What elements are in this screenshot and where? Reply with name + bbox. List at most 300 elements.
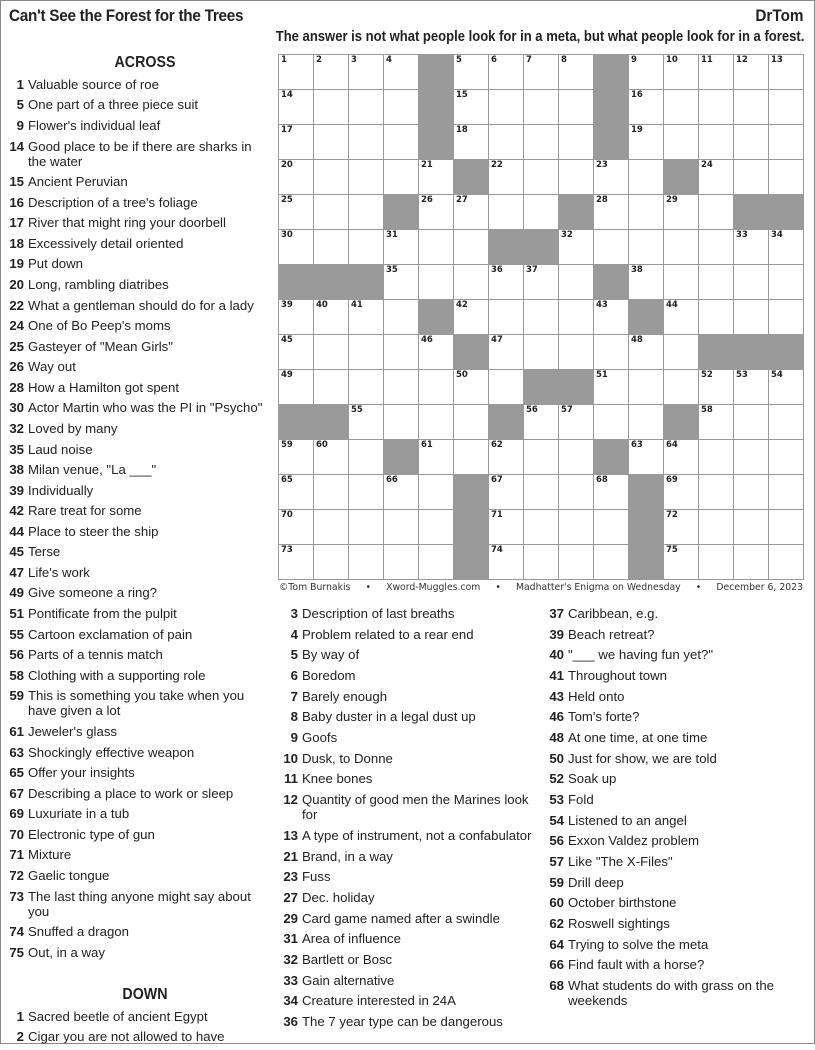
across-clue[interactable] — [4, 380, 266, 395]
grid-cell[interactable] — [454, 440, 489, 475]
down-clue[interactable] — [278, 973, 540, 988]
across-clue[interactable] — [4, 924, 266, 939]
grid-cell[interactable] — [699, 405, 734, 440]
black-square — [769, 195, 804, 230]
grid-cell[interactable] — [279, 90, 314, 125]
grid-cell[interactable] — [699, 440, 734, 475]
grid-cell[interactable] — [454, 125, 489, 160]
down-clue[interactable] — [278, 931, 540, 946]
down-clue[interactable] — [278, 869, 540, 884]
grid-cell[interactable] — [349, 405, 384, 440]
across-clue[interactable] — [4, 585, 266, 600]
grid-cell[interactable] — [349, 160, 384, 195]
down-clue[interactable] — [278, 606, 540, 621]
clue-text: Loved by many — [28, 420, 118, 436]
grid-cell[interactable] — [559, 510, 594, 545]
grid-cell[interactable] — [419, 440, 454, 475]
across-clue[interactable] — [4, 868, 266, 883]
grid-cell[interactable] — [454, 55, 489, 90]
grid-cell[interactable] — [489, 265, 524, 300]
grid-cell[interactable] — [384, 265, 419, 300]
grid-cell[interactable] — [384, 90, 419, 125]
grid-cell[interactable] — [489, 510, 524, 545]
grid-cell[interactable] — [734, 545, 769, 580]
down-clue[interactable] — [278, 849, 540, 864]
across-clue[interactable] — [4, 339, 266, 354]
grid-cell[interactable] — [629, 440, 664, 475]
grid-cell[interactable] — [734, 440, 769, 475]
grid-cell[interactable] — [419, 160, 454, 195]
down-clue[interactable] — [544, 606, 806, 621]
grid-cell[interactable] — [419, 370, 454, 405]
grid-cell[interactable] — [559, 405, 594, 440]
grid-cell[interactable] — [559, 335, 594, 370]
grid-cell[interactable] — [559, 230, 594, 265]
down-clue[interactable] — [544, 751, 806, 766]
grid-cell[interactable] — [629, 335, 664, 370]
grid-cell[interactable] — [314, 335, 349, 370]
across-clue[interactable] — [4, 462, 266, 477]
across-clue[interactable] — [4, 806, 266, 821]
grid-cell[interactable] — [314, 475, 349, 510]
grid-cell[interactable] — [664, 335, 699, 370]
clue-text: Pontificate from the pulpit — [28, 606, 177, 622]
black-square — [314, 405, 349, 440]
grid-cell[interactable] — [489, 125, 524, 160]
clue-text: Knee bones — [302, 771, 373, 787]
across-clue[interactable] — [4, 503, 266, 518]
down-clue[interactable] — [544, 957, 806, 972]
grid-cell[interactable] — [524, 300, 559, 335]
grid-cell[interactable] — [314, 160, 349, 195]
across-clue[interactable] — [4, 724, 266, 739]
grid-cell[interactable] — [279, 125, 314, 160]
grid-cell[interactable] — [769, 55, 804, 90]
grid-cell[interactable] — [734, 510, 769, 545]
grid-cell[interactable] — [279, 370, 314, 405]
down-clue[interactable] — [544, 627, 806, 642]
across-clue[interactable] — [4, 847, 266, 862]
grid-cell[interactable] — [699, 55, 734, 90]
across-clue[interactable] — [4, 565, 266, 580]
grid-cell[interactable] — [699, 90, 734, 125]
across-clue[interactable] — [4, 298, 266, 313]
grid-cell[interactable] — [524, 475, 559, 510]
grid-cell[interactable] — [384, 510, 419, 545]
grid-cell[interactable] — [769, 125, 804, 160]
grid-cell[interactable] — [314, 370, 349, 405]
grid-cell[interactable] — [734, 475, 769, 510]
grid-cell[interactable] — [734, 265, 769, 300]
grid-cell[interactable] — [489, 90, 524, 125]
clue-number: 35 — [386, 265, 398, 275]
grid-cell[interactable] — [629, 125, 664, 160]
across-clue[interactable] — [4, 256, 266, 271]
down-clue[interactable] — [544, 647, 806, 662]
down-clue[interactable] — [544, 833, 806, 848]
clue-text: Life's work — [28, 564, 90, 580]
across-clue[interactable] — [4, 765, 266, 780]
grid-cell[interactable] — [559, 125, 594, 160]
down-clue[interactable] — [278, 627, 540, 642]
across-clue[interactable] — [4, 745, 266, 760]
down-clue[interactable] — [278, 771, 540, 786]
grid-cell[interactable] — [314, 90, 349, 125]
clue-number: 40 — [316, 300, 328, 310]
grid-cell[interactable] — [454, 300, 489, 335]
grid-cell[interactable] — [279, 335, 314, 370]
grid-cell[interactable] — [524, 265, 559, 300]
grid-cell[interactable] — [664, 510, 699, 545]
grid-cell[interactable] — [664, 475, 699, 510]
down-clue[interactable] — [278, 689, 540, 704]
across-clue[interactable] — [4, 421, 266, 436]
grid-cell[interactable] — [489, 475, 524, 510]
clue-text: Tom's forte? — [568, 709, 640, 725]
grid-cell[interactable] — [314, 230, 349, 265]
clue-text: Sacred beetle of ancient Egypt — [28, 1008, 208, 1024]
across-clue[interactable] — [4, 483, 266, 498]
grid-cell[interactable] — [594, 510, 629, 545]
grid-cell[interactable] — [524, 335, 559, 370]
clue-text: The last thing anyone might say about you — [28, 888, 251, 919]
across-clue[interactable] — [4, 786, 266, 801]
across-clue[interactable] — [4, 77, 266, 92]
down-clue[interactable] — [544, 792, 806, 807]
grid-cell[interactable] — [734, 405, 769, 440]
grid-cell[interactable] — [279, 195, 314, 230]
down-clue[interactable] — [544, 916, 806, 931]
clue-number: 52 — [549, 771, 564, 787]
grid-cell[interactable] — [279, 230, 314, 265]
grid-cell[interactable] — [524, 160, 559, 195]
grid-cell[interactable] — [629, 90, 664, 125]
grid-cell[interactable] — [699, 545, 734, 580]
down-clue[interactable] — [278, 1014, 540, 1029]
grid-cell[interactable] — [419, 475, 454, 510]
across-clue[interactable] — [4, 647, 266, 662]
grid-cell[interactable] — [769, 510, 804, 545]
grid-cell[interactable] — [524, 545, 559, 580]
grid-cell[interactable] — [559, 160, 594, 195]
down-clue[interactable] — [278, 668, 540, 683]
across-clue[interactable] — [4, 688, 266, 718]
down-clue[interactable] — [544, 978, 806, 1008]
grid-cell[interactable] — [419, 510, 454, 545]
grid-cell[interactable] — [349, 440, 384, 475]
grid-cell[interactable] — [349, 90, 384, 125]
grid-cell[interactable] — [594, 230, 629, 265]
across-clue[interactable] — [4, 668, 266, 683]
grid-cell[interactable] — [314, 195, 349, 230]
black-square — [594, 90, 629, 125]
grid-cell[interactable] — [629, 195, 664, 230]
grid-cell[interactable] — [384, 370, 419, 405]
across-clue[interactable] — [4, 945, 266, 960]
down-clue[interactable] — [278, 828, 540, 843]
grid-cell[interactable] — [594, 335, 629, 370]
grid-cell[interactable] — [664, 55, 699, 90]
down-clue[interactable] — [544, 689, 806, 704]
grid-cell[interactable] — [489, 440, 524, 475]
grid-cell[interactable] — [699, 510, 734, 545]
grid-cell[interactable] — [349, 370, 384, 405]
grid-cell[interactable] — [489, 370, 524, 405]
grid-cell[interactable] — [384, 160, 419, 195]
grid-cell[interactable] — [419, 195, 454, 230]
across-clue[interactable] — [4, 277, 266, 292]
grid-cell[interactable] — [489, 335, 524, 370]
grid-cell[interactable] — [419, 405, 454, 440]
grid-cell[interactable] — [699, 265, 734, 300]
down-clue[interactable] — [278, 709, 540, 724]
grid-cell[interactable] — [279, 475, 314, 510]
grid-cell[interactable] — [454, 405, 489, 440]
grid-cell[interactable] — [384, 230, 419, 265]
down-clue[interactable] — [4, 1029, 266, 1044]
grid-cell[interactable] — [489, 160, 524, 195]
down-clue[interactable] — [544, 668, 806, 683]
grid-cell[interactable] — [454, 90, 489, 125]
grid-cell[interactable] — [524, 510, 559, 545]
down-clue[interactable] — [544, 895, 806, 910]
grid-cell[interactable] — [594, 300, 629, 335]
clue-text: Roswell sightings — [568, 916, 670, 932]
grid-cell[interactable] — [384, 405, 419, 440]
down-clue[interactable] — [544, 771, 806, 786]
clue-text: Milan venue, "La ___" — [28, 462, 157, 478]
grid-cell[interactable] — [314, 125, 349, 160]
grid-cell[interactable] — [699, 230, 734, 265]
grid-cell[interactable] — [454, 370, 489, 405]
down-clue[interactable] — [278, 911, 540, 926]
grid-cell[interactable] — [559, 300, 594, 335]
grid-cell[interactable] — [769, 300, 804, 335]
grid-cell[interactable] — [559, 440, 594, 475]
grid-cell[interactable] — [769, 160, 804, 195]
across-clue[interactable] — [4, 359, 266, 374]
grid-cell[interactable] — [699, 125, 734, 160]
across-clue[interactable] — [4, 215, 266, 230]
across-clue[interactable] — [4, 118, 266, 133]
grid-cell[interactable] — [384, 55, 419, 90]
grid-cell[interactable] — [559, 90, 594, 125]
across-clue[interactable] — [4, 524, 266, 539]
grid-cell[interactable] — [349, 335, 384, 370]
grid-cell[interactable] — [769, 545, 804, 580]
down-clue[interactable] — [278, 730, 540, 745]
grid-cell[interactable] — [664, 300, 699, 335]
grid-cell[interactable] — [629, 55, 664, 90]
grid-cell[interactable] — [769, 90, 804, 125]
grid-cell[interactable] — [559, 265, 594, 300]
black-square — [664, 160, 699, 195]
across-clue[interactable] — [4, 827, 266, 842]
grid-cell[interactable] — [769, 475, 804, 510]
grid-cell[interactable] — [279, 300, 314, 335]
grid-cell[interactable] — [314, 300, 349, 335]
grid-cell[interactable] — [489, 195, 524, 230]
clue-text: Goofs — [302, 730, 338, 746]
grid-cell[interactable] — [594, 195, 629, 230]
grid-cell[interactable] — [524, 55, 559, 90]
clue-number: 34 — [283, 993, 298, 1009]
grid-cell[interactable] — [524, 90, 559, 125]
clue-text: Put down — [28, 256, 83, 272]
down-clue[interactable] — [544, 854, 806, 869]
grid-cell[interactable] — [559, 475, 594, 510]
grid-cell[interactable] — [734, 55, 769, 90]
across-clue[interactable] — [4, 174, 266, 189]
grid-cell[interactable] — [349, 475, 384, 510]
grid-cell[interactable] — [314, 545, 349, 580]
grid-cell[interactable] — [664, 545, 699, 580]
grid-cell[interactable] — [454, 265, 489, 300]
grid-cell[interactable] — [629, 160, 664, 195]
grid-cell[interactable] — [664, 125, 699, 160]
grid-cell[interactable] — [769, 440, 804, 475]
grid-cell[interactable] — [769, 405, 804, 440]
grid-cell[interactable] — [734, 125, 769, 160]
down-clue[interactable] — [544, 730, 806, 745]
grid-cell[interactable] — [314, 510, 349, 545]
grid-cell[interactable] — [629, 405, 664, 440]
clue-text: One of Bo Peep's moms — [28, 318, 171, 334]
grid-cell[interactable] — [699, 475, 734, 510]
grid-cell[interactable] — [489, 545, 524, 580]
grid-cell[interactable] — [664, 440, 699, 475]
grid-cell[interactable] — [349, 300, 384, 335]
grid-cell[interactable] — [384, 125, 419, 160]
across-clue[interactable] — [4, 889, 266, 919]
grid-cell[interactable] — [524, 405, 559, 440]
grid-cell[interactable] — [349, 230, 384, 265]
grid-cell[interactable] — [349, 125, 384, 160]
down-clue[interactable] — [278, 890, 540, 905]
grid-cell[interactable] — [349, 545, 384, 580]
grid-cell[interactable] — [279, 545, 314, 580]
grid-cell[interactable] — [734, 300, 769, 335]
grid-cell[interactable] — [734, 160, 769, 195]
grid-cell[interactable] — [734, 90, 769, 125]
grid-cell[interactable] — [279, 510, 314, 545]
clue-number: 24 — [9, 318, 24, 334]
grid-cell[interactable] — [454, 195, 489, 230]
grid-cell[interactable] — [349, 510, 384, 545]
down-clue[interactable] — [544, 709, 806, 724]
clue-text: Gaelic tongue — [28, 867, 110, 883]
grid-cell[interactable] — [559, 55, 594, 90]
down-clue[interactable] — [278, 792, 540, 822]
grid-cell[interactable] — [734, 230, 769, 265]
grid-cell[interactable] — [349, 55, 384, 90]
down-clue[interactable] — [544, 937, 806, 952]
grid-cell[interactable] — [279, 55, 314, 90]
grid-cell[interactable] — [699, 370, 734, 405]
down-clue[interactable] — [278, 993, 540, 1008]
crossword-grid[interactable] — [278, 54, 804, 580]
down-clue[interactable] — [4, 1009, 266, 1024]
grid-cell[interactable] — [594, 405, 629, 440]
grid-cell[interactable] — [279, 440, 314, 475]
grid-cell[interactable] — [314, 440, 349, 475]
down-clue[interactable] — [278, 647, 540, 662]
grid-cell[interactable] — [524, 440, 559, 475]
down-clue[interactable] — [544, 875, 806, 890]
across-clue[interactable] — [4, 544, 266, 559]
black-square — [559, 370, 594, 405]
grid-cell[interactable] — [419, 230, 454, 265]
grid-cell[interactable] — [384, 300, 419, 335]
grid-cell[interactable] — [524, 125, 559, 160]
down-clue[interactable] — [544, 813, 806, 828]
grid-cell[interactable] — [769, 370, 804, 405]
grid-cell[interactable] — [629, 265, 664, 300]
grid-cell[interactable] — [594, 370, 629, 405]
clue-number: 27 — [456, 195, 468, 205]
grid-cell[interactable] — [524, 195, 559, 230]
across-clue[interactable] — [4, 195, 266, 210]
grid-cell[interactable] — [384, 335, 419, 370]
grid-cell[interactable] — [314, 55, 349, 90]
down-clue[interactable] — [278, 751, 540, 766]
grid-cell[interactable] — [454, 230, 489, 265]
grid-cell[interactable] — [594, 160, 629, 195]
down-clue[interactable] — [278, 952, 540, 967]
across-clue[interactable] — [4, 139, 266, 169]
clue-text: Description of a tree's foliage — [28, 194, 198, 210]
grid-cell[interactable] — [664, 195, 699, 230]
grid-cell[interactable] — [769, 230, 804, 265]
across-clue[interactable] — [4, 400, 266, 415]
grid-cell[interactable] — [629, 230, 664, 265]
grid-cell[interactable] — [419, 265, 454, 300]
across-clue[interactable] — [4, 236, 266, 251]
grid-cell[interactable] — [279, 160, 314, 195]
grid-cell[interactable] — [559, 545, 594, 580]
grid-cell[interactable] — [769, 265, 804, 300]
clue-text: One part of a three piece suit — [28, 97, 199, 113]
clue-number: 72 — [666, 510, 678, 520]
grid-cell[interactable] — [384, 475, 419, 510]
grid-cell[interactable] — [664, 230, 699, 265]
grid-cell[interactable] — [349, 195, 384, 230]
grid-cell[interactable] — [384, 545, 419, 580]
grid-cell[interactable] — [664, 265, 699, 300]
grid-cell[interactable] — [594, 475, 629, 510]
grid-cell[interactable] — [489, 300, 524, 335]
across-clue[interactable] — [4, 606, 266, 621]
grid-cell[interactable] — [699, 300, 734, 335]
grid-cell[interactable] — [699, 160, 734, 195]
across-clue[interactable] — [4, 627, 266, 642]
grid-cell[interactable] — [629, 370, 664, 405]
grid-cell[interactable] — [489, 55, 524, 90]
across-clue[interactable] — [4, 318, 266, 333]
across-clue[interactable] — [4, 97, 266, 112]
clue-number: 42 — [456, 300, 468, 310]
grid-cell[interactable] — [419, 335, 454, 370]
clue-number: 38 — [9, 462, 24, 478]
grid-cell[interactable] — [734, 370, 769, 405]
grid-cell[interactable] — [419, 545, 454, 580]
across-clue[interactable] — [4, 442, 266, 457]
grid-cell[interactable] — [699, 195, 734, 230]
grid-cell[interactable] — [594, 545, 629, 580]
grid-cell[interactable] — [664, 370, 699, 405]
grid-cell[interactable] — [664, 90, 699, 125]
black-square — [629, 510, 664, 545]
